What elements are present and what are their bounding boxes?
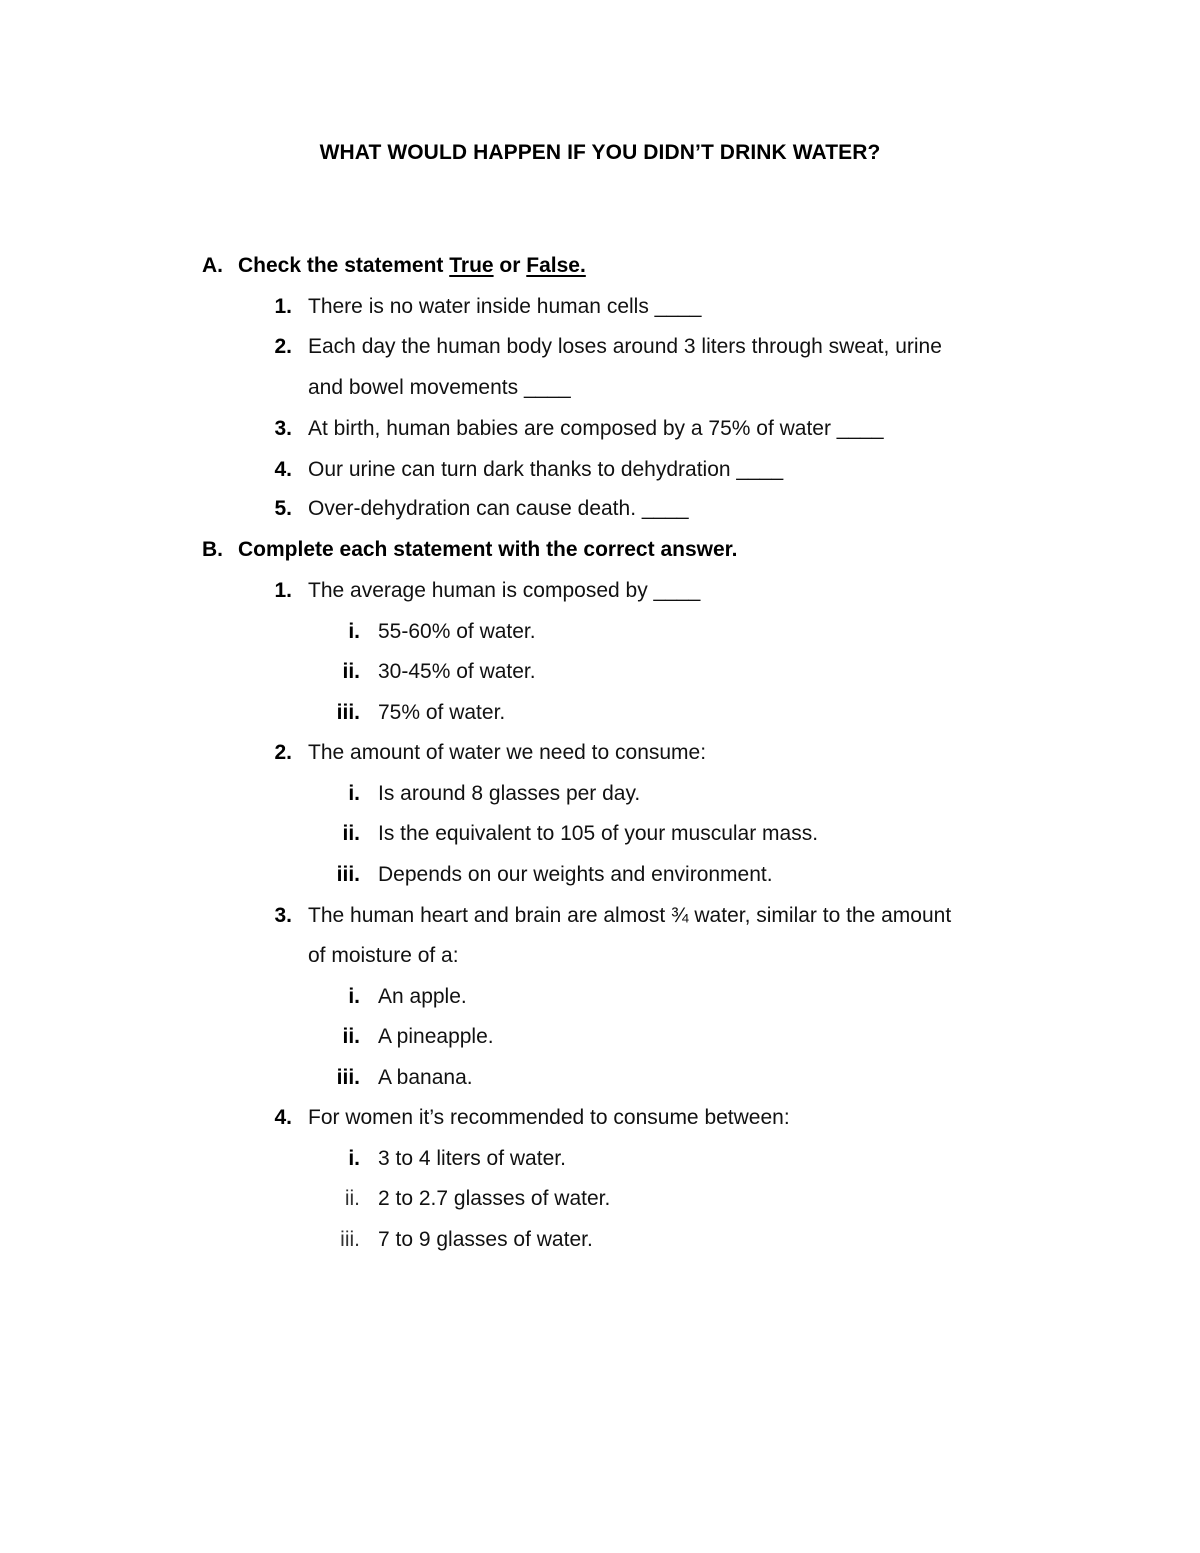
option-b1-ii-numeral: ii. [342, 660, 360, 683]
item-a2-text: Each day the human body loses around 3 liters through sweat, urine [308, 335, 942, 358]
item-a1-number: 1. [274, 295, 292, 318]
option-b1-i-numeral: i. [348, 620, 360, 643]
option-b2-i-text: Is around 8 glasses per day. [378, 782, 641, 805]
option-b2-ii-numeral: ii. [342, 822, 360, 845]
option-b2-ii-text: Is the equivalent to 105 of your muscular mass. [378, 822, 819, 845]
option-b3-i-numeral: i. [348, 985, 360, 1008]
option-b2-iii-text: Depends on our weights and environment. [378, 863, 773, 886]
item-a5-text: Over-dehydration can cause death. ____ [308, 497, 689, 520]
option-b3-iii-text: A banana. [378, 1066, 473, 1089]
option-b4-iii-numeral: iii. [340, 1228, 360, 1251]
option-b4-i-numeral: i. [348, 1147, 360, 1170]
false-label: False. [526, 254, 586, 277]
item-a4-text: Our urine can turn dark thanks to dehydration ____ [308, 458, 784, 481]
question-b3-text: The human heart and brain are almost ¾ water, similar to the amount [308, 904, 952, 927]
question-b1-text: The average human is composed by ____ [308, 579, 701, 602]
page-title: WHAT WOULD HAPPEN IF YOU DIDN’T DRINK WATER? [319, 141, 881, 164]
option-b3-ii-text: A pineapple. [378, 1025, 494, 1048]
item-a2-text-continued: and bowel movements ____ [308, 376, 571, 399]
item-a5-number: 5. [274, 497, 292, 520]
option-b1-i-text: 55-60% of water. [378, 620, 536, 643]
section-b-heading-text: Complete each statement with the correct answer. [238, 538, 738, 561]
option-b3-i-text: An apple. [378, 985, 467, 1008]
section-a-heading-text: Check the statement [238, 254, 450, 277]
question-b4-number: 4. [274, 1106, 292, 1129]
section-b-heading [202, 535, 738, 565]
item-a3-number: 3. [274, 417, 292, 440]
item-a2-number: 2. [274, 335, 292, 358]
section-a-letter: A. [202, 254, 223, 277]
option-b1-iii-text: 75% of water. [378, 701, 506, 724]
option-b4-iii-text: 7 to 9 glasses of water. [378, 1228, 593, 1251]
option-b4-ii-numeral: ii. [344, 1187, 360, 1210]
true-label: True [449, 254, 494, 277]
option-b3-iii-numeral: iii. [336, 1066, 360, 1089]
section-a-heading-or: or [493, 254, 527, 277]
section-a-heading [202, 251, 586, 281]
option-b4-i-text: 3 to 4 liters of water. [378, 1147, 566, 1170]
question-b2-number: 2. [274, 741, 292, 764]
option-b3-ii-numeral: ii. [342, 1025, 360, 1048]
question-b3-number: 3. [274, 904, 292, 927]
option-b1-iii-numeral: iii. [336, 701, 360, 724]
option-b2-iii-numeral: iii. [336, 863, 360, 886]
option-b4-ii-text: 2 to 2.7 glasses of water. [378, 1187, 611, 1210]
item-a3-text: At birth, human babies are composed by a 75% of water ____ [308, 417, 884, 440]
section-b-letter: B. [202, 538, 223, 561]
question-b1-number: 1. [274, 579, 292, 602]
question-b4-text: For women it’s recommended to consume between: [308, 1106, 790, 1129]
question-b2-text: The amount of water we need to consume: [308, 741, 707, 764]
item-a4-number: 4. [274, 458, 292, 481]
option-b1-ii-text: 30-45% of water. [378, 660, 536, 683]
question-b3-text-continued: of moisture of a: [308, 944, 459, 967]
option-b2-i-numeral: i. [348, 782, 360, 805]
item-a1-text: There is no water inside human cells ____ [308, 295, 702, 318]
